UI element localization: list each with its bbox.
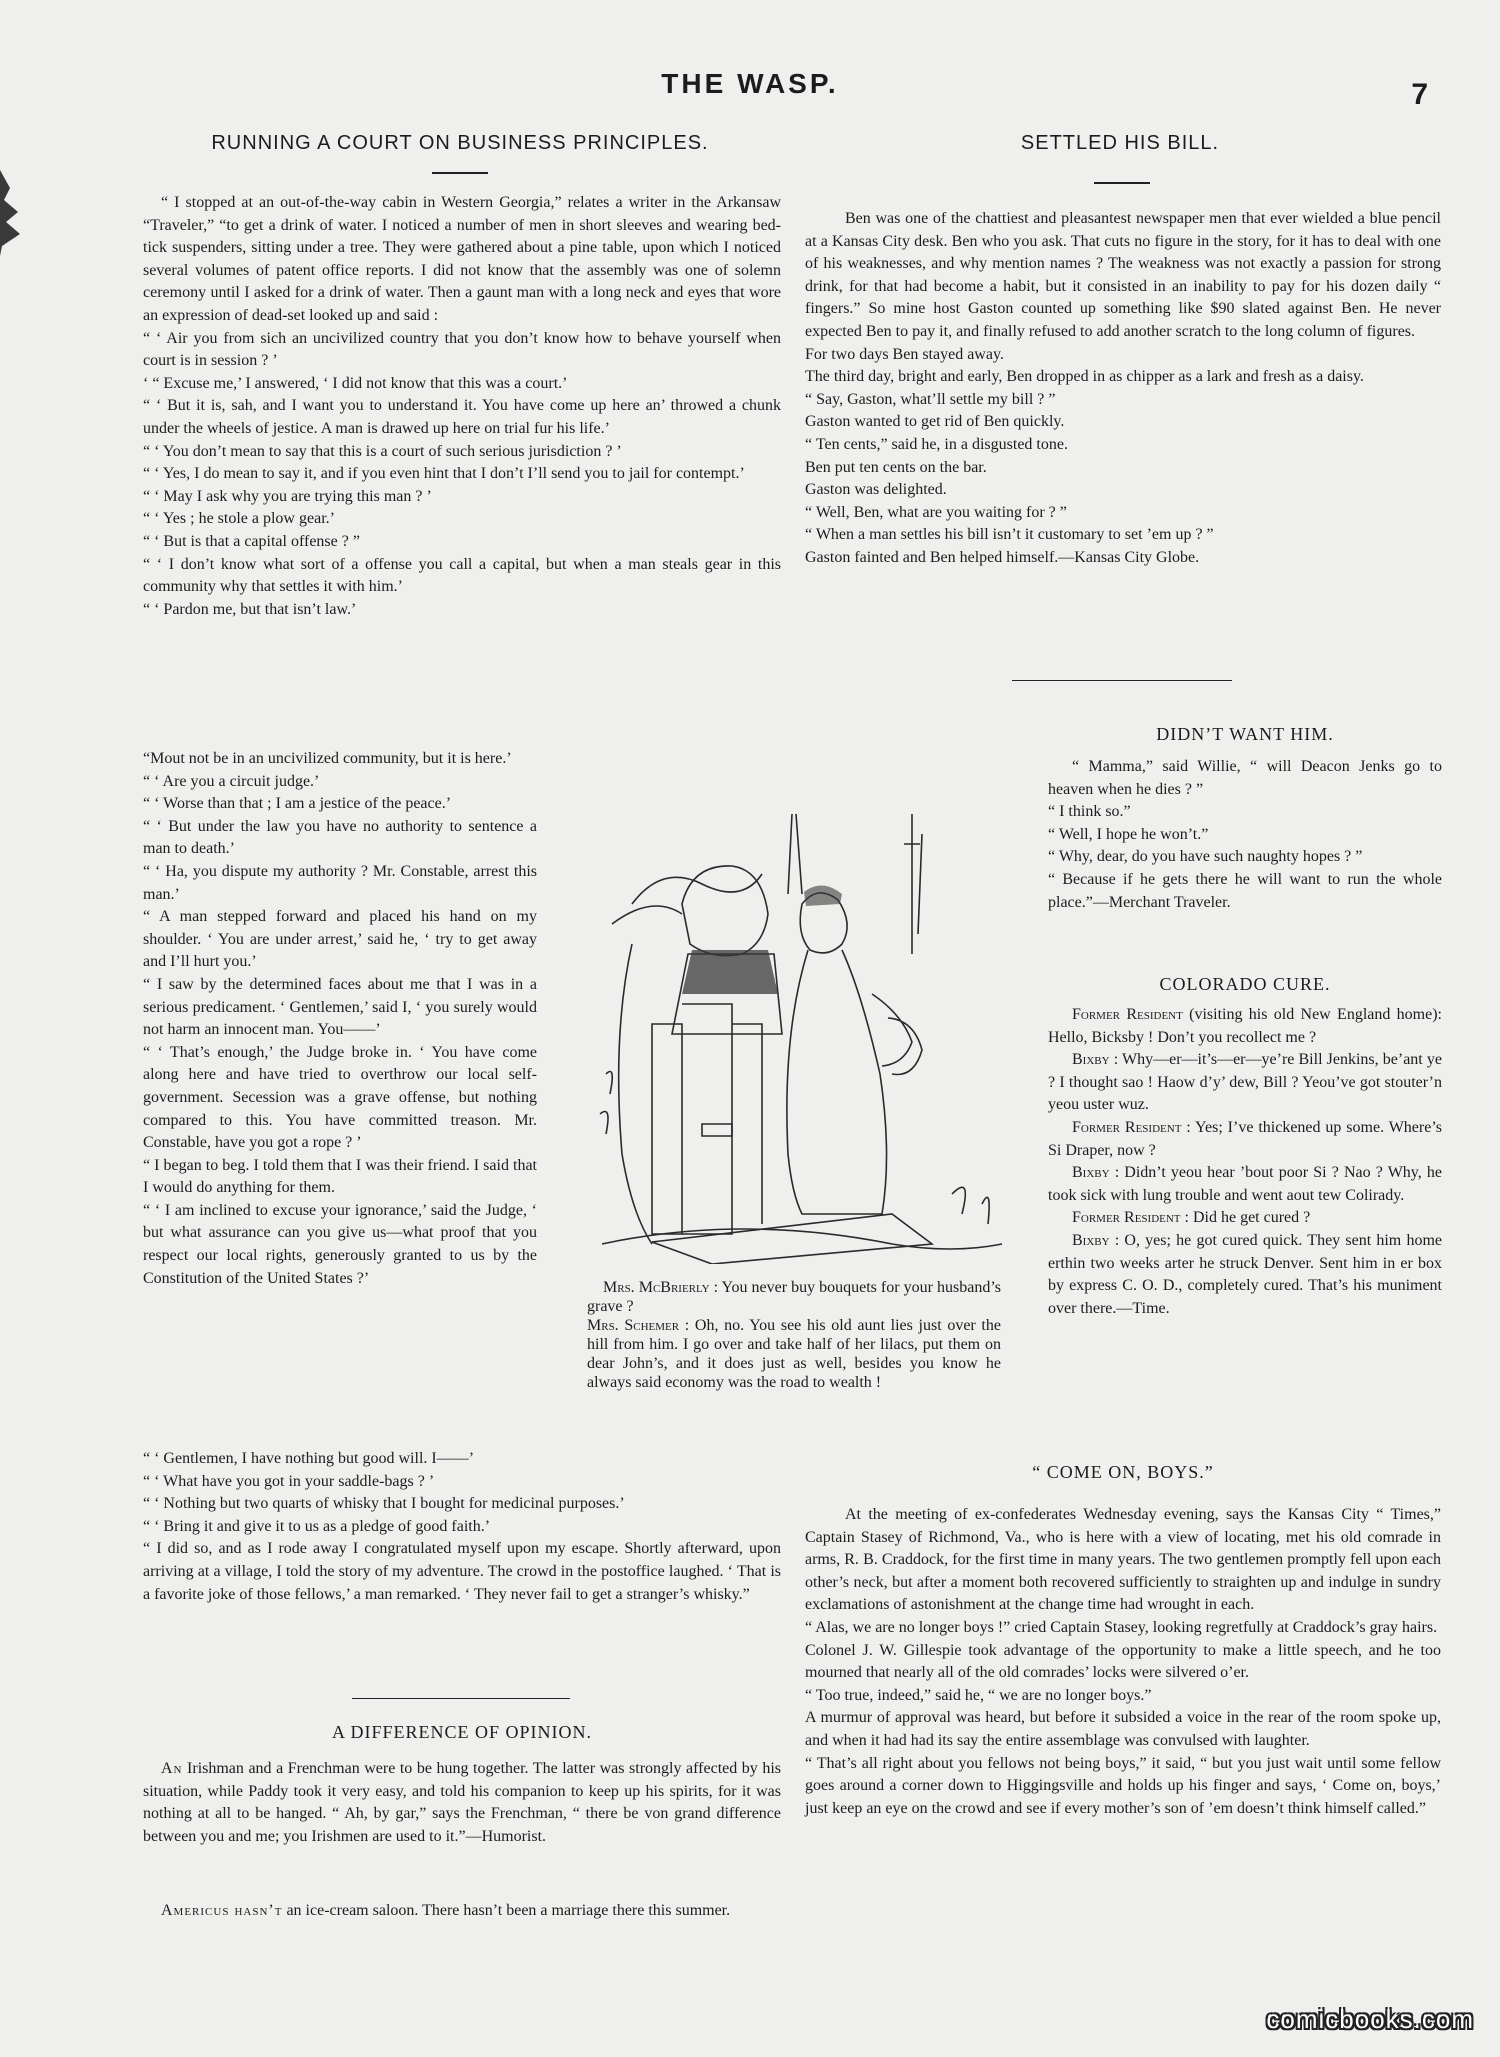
illustration-caption: [587, 1278, 1001, 1392]
difference-title: A DIFFERENCE OF OPINION.: [331, 1722, 593, 1742]
colorado-line: [1048, 1162, 1442, 1207]
court-article-ending: “ ‘ Gentlemen, I have nothing but good will. I——’ “ ‘ What have you got in your saddle-bags ? ’ “ ‘ Nothing but two quarts of whisky that I bought for medicinal purposes.’ “ ‘ Bring it and give it to us as a pledge of good faith.’ “ I did so, and as I rode away I congratulated myself upon my escape. Shortly afterward, upon arriving at a village, I told the story of my adventure. The crowd in the postoffice laughed. ‘ That is a favorite joke of those fellows,’ a man remarked. ‘ They never fail to get a stranger’s whisky.”: [143, 1450, 781, 1603]
difference-lead: An: [161, 1760, 183, 1777]
settled-title: SETTLED HIS BILL.: [1020, 132, 1220, 154]
difference-text: Irishman and a Frenchman were to be hung together. The latter was strongly affected by his situation, while Paddy took it very easy, and told his companion to keep up his spirits, for it was nothing at all to be hanged. “ Ah, by gar,” says the Frenchman, “ there be von grand difference between you and me; you Irishmen are used to it.”—Humorist.: [143, 1760, 781, 1845]
colorado-text: (visiting his old New England home): Hello, Bicksby ! Don’t you recollect me ?: [1048, 1006, 1442, 1046]
difference-body: [143, 1758, 781, 1848]
section-divider: [352, 1698, 570, 1699]
page-number: 7: [1411, 78, 1428, 111]
court-article-body: “ I stopped at an out-of-the-way cabin in Western Georgia,” relates a writer in the Arkansaw “Traveler,” “to get a drink of water. I noticed a number of men in short sleeves and wearing bed-tick suspenders, sitting under a tree. They were gathered about a pine table, upon which I noticed several volumes of patent office reports. I did not know that the assembly was one of solemn ceremony until I asked for a drink of water. Then a gaunt man with a long neck and eyes that wore an expression of dead-set looked up and said : “ ‘ Air you from sich an uncivilized country that you don’t know how to behave yourself when court is in session ? ’ ‘ “ Excuse me,’ I answered, ‘ I did not know that this was a court.’ “ ‘ But it is, sah, and I want you to understand it. You have come up here an’ throwed a chunk under the wheels of jestice. A man is drawed up here on trial fur his life.’ “ ‘ You don’t mean to say that this is a court of such serious jurisdiction ? ’ “ ‘ Yes, I do mean to say it, and if you even hint that I don’t I’ll send you to jail for contempt.’ “ ‘ May I ask why you are trying this man ? ’ “ ‘ Yes ; he stole a plow gear.’ “ ‘ But is that a capital offense ? ” “ ‘ I don’t know what sort of a offense you call a capital, but when a man steals gear in this community why that settles it with him.’ “ ‘ Pardon me, but that isn’t law.’: [143, 194, 781, 618]
americus-item: [143, 1900, 781, 1923]
settled-body: Ben was one of the chattiest and pleasantest newspaper men that ever wielded a blue pencil at a Kansas City desk. Ben who you ask. That cuts no figure in the story, for it has to deal with one of his weaknesses, and why mention names ? The weakness was not exactly a passion for strong drink, for that had become a habit, but it consisted in an inability to pay for his dozen daily “ fingers.” So mine host Gaston counted up something like $90 slated against Ben. He never expected Ben to pay it, and finally refused to add another scratch to the long column of figures. For two days Ben stayed away. The third day, bright and early, Ben dropped in as chipper as a lark and fresh as a daisy. “ Say, Gaston, what’ll settle my bill ? ” Gaston wanted to get rid of Ben quickly. “ Ten cents,” said he, in a disgusted tone. Ben put ten cents on the bar. Gaston was delighted. “ Well, Ben, what are you waiting for ? ” “ When a man settles his bill isn’t it customary to set ’em up ? ” Gaston fainted and Ben helped himself.—Kansas City Globe.: [805, 210, 1441, 566]
colorado-speaker: Bixby :: [1072, 1164, 1120, 1182]
colorado-line: [1048, 1049, 1442, 1117]
watermark: comicbooks.com: [1266, 2004, 1474, 2034]
colorado-speaker: Bixby :: [1072, 1231, 1120, 1249]
colorado-line: [1048, 1207, 1442, 1230]
colorado-text: Did he get cured ?: [1188, 1209, 1311, 1227]
colorado-text: Yes; I’ve thickened up some. Where’s Si Draper, now ?: [1048, 1118, 1442, 1159]
title-rule: [1094, 182, 1150, 184]
colorado-speaker: Former Resident :: [1072, 1209, 1189, 1227]
didnt-want-title: DIDN’T WANT HIM.: [1156, 724, 1334, 744]
colorado-text: Didn’t yeou hear ’bout poor Si ? Nao ? Why, he took sick with lung trouble and went aout tew Colirady.: [1048, 1164, 1442, 1204]
colorado-title: COLORADO CURE.: [1159, 974, 1331, 994]
colorado-speaker: Bixby :: [1072, 1051, 1119, 1069]
colorado-body: [1048, 1004, 1442, 1320]
americus-text: an ice-cream saloon. There hasn’t been a marriage there this summer.: [282, 1902, 731, 1919]
masthead: THE WASP.: [661, 68, 839, 99]
americus-lead: Americus hasn’t: [161, 1902, 283, 1919]
section-divider: [1012, 680, 1232, 681]
didnt-want-body: “ Mamma,” said Willie, “ will Deacon Jenks go to heaven when he dies ? ” “ I think so.” “ Well, I hope he won’t.” “ Why, dear, do you have such naughty hopes ? ” “ Because if he gets there he will want to run the whole place.”—Merchant Traveler.: [1048, 758, 1442, 911]
colorado-line: [1048, 1004, 1442, 1049]
caption-text-1: You never buy bouquets for your husband’s grave ?: [587, 1279, 1001, 1315]
come-on-boys-title: “ COME ON, BOYS.”: [1032, 1462, 1214, 1482]
caption-text-2: Oh, no. You see his old aunt lies just over the hill from him. I go over and take half of her lilacs, put them on dear John’s, and it does just as well, besides you know he always said economy was the road to wealth !: [587, 1317, 1001, 1391]
come-on-boys-body: At the meeting of ex-confederates Wednesday evening, says the Kansas City “ Times,” Captain Stasey of Richmond, Va., who is here with a view of locating, met his old comrade in arms, R. B. Craddock, for the first time in many years. The two gentlemen promptly fell upon each other’s neck, but after a moment both recovered sufficiently to straighten up and indulge in sundry exclamations of astonishment at the change time had wrought in each. “ Alas, we are no longer boys !” cried Captain Stasey, looking regretfully at Craddock’s gray hairs. Colonel J. W. Gillespie took advantage of the opportunity to make a little speech, and he too mourned that nearly all of the old comrades’ locks were silvered o’er. “ Too true, indeed,” said he, “ we are no longer boys.” A murmur of approval was heard, but before it subsided a voice in the rear of the room spoke up, and when it had had its say the entire assemblage was convulsed with laughter. “ That’s all right about you fellows not being boys,” it said, “ but you just wait until some fellow goes around a corner down to Higgingsville and holds up his finger and says, ‘ Come on, boys,’ just keep an eye on the crowd and see if every mother’s son of ’em doesn’t think himself called.”: [805, 1506, 1441, 1817]
court-article-body-narrow: “Mout not be in an uncivilized community, but it is here.’ “ ‘ Are you a circuit judge.’ “ ‘ Worse than that ; I am a jestice of the peace.’ “ ‘ But under the law you have no authority to sentence a man to death.’ “ ‘ Ha, you dispute my authority ? Mr. Constable, arrest this man.’ “ A man stepped forward and placed his hand on my shoulder. ‘ You are under arrest,’ said he, ‘ try to get away and I’ll hurt you.’ “ I saw by the determined faces about me that I was in a serious predicament. ‘ Gentlemen,’ said I, ‘ you surely would not harm an innocent man. You——’ “ ‘ That’s enough,’ the Judge broke in. ‘ You have come along here and have tried to overthrow our local self-government. Secession was a grave offense, but nothing compared to this. You have committed treason. Mr. Constable, have you got a rope ? ’ “ I began to beg. I told them that I was their friend. I said that I would do anything for them. “ ‘ I am inclined to excuse your ignorance,’ said the Judge, ‘ but what assurance can you give us—what proof that you respect our local rights, generously granted to us by the Constitution of the United States ?’: [143, 750, 537, 1287]
caption-speaker-2: Mrs. Schemer :: [587, 1317, 690, 1334]
title-rule: [432, 172, 488, 174]
torn-edge-ornament: [0, 160, 26, 270]
colorado-text: Why—er—it’s—er—ye’re Bill Jenkins, be’ant ye ? I thought sao ! Haow d’y’ dew, Bill ? Yeou’ve got stouter’n yeou uster wuz.: [1048, 1051, 1442, 1114]
caption-speaker-1: Mrs. McBrierly :: [603, 1279, 719, 1296]
colorado-speaker: Former Resident: [1072, 1006, 1183, 1023]
court-article-title: RUNNING A COURT ON BUSINESS PRINCIPLES.: [211, 132, 709, 154]
colorado-speaker: Former Resident :: [1072, 1118, 1191, 1136]
illustration-two-women-at-gate: [592, 774, 1012, 1264]
colorado-line: [1048, 1230, 1442, 1320]
colorado-text: O, yes; he got cured quick. They sent him home erthin two weeks arter he struck Denver. Sent him in er box by express C. O. D., completely cured. That’s his muniment over there.—Time.: [1048, 1231, 1442, 1317]
colorado-line: [1048, 1117, 1442, 1162]
